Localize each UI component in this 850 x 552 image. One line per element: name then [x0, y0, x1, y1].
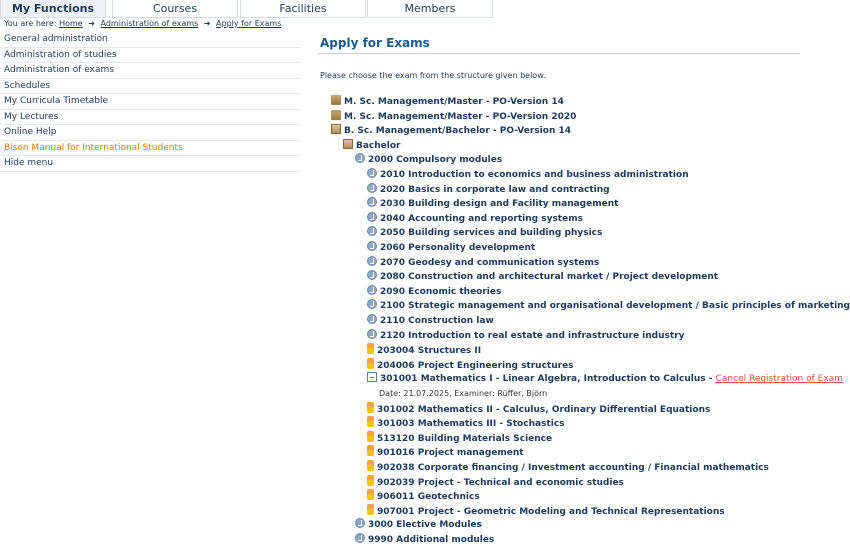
- menu-item-general-administration[interactable]: General administration: [0, 32, 300, 48]
- module-icon: [367, 256, 377, 266]
- tree-node-label: 907001 Project - Geometric Modeling and Technical Representations: [377, 506, 725, 517]
- tree-node-label: 2030 Building design and Facility management: [380, 199, 619, 210]
- tree-node-label: B. Sc. Management/Bachelor - PO-Version 14: [344, 126, 572, 137]
- arrow-right-icon: ➜: [203, 19, 211, 28]
- exam-medal-icon: [367, 504, 374, 515]
- module-icon: [367, 299, 377, 309]
- breadcrumb: [4, 19, 281, 29]
- folder-icon: [331, 110, 341, 120]
- module-icon: [367, 197, 377, 207]
- tree-node[interactable]: [367, 270, 718, 284]
- tab-members[interactable]: Members: [367, 0, 493, 18]
- tree-node[interactable]: [367, 183, 610, 197]
- tree-node-label: 902039 Project - Technical and economic studies: [377, 477, 624, 488]
- exam-medal-icon: [367, 402, 374, 413]
- folder-icon: [331, 95, 341, 105]
- exam-medal-icon: [367, 489, 374, 500]
- menu-item-curricula-timetable[interactable]: My Curricula Timetable: [0, 94, 300, 110]
- tree-node-label: 2010 Introduction to economics and business administration: [380, 170, 689, 180]
- tree-node[interactable]: [355, 153, 502, 167]
- tree-node[interactable]: [367, 343, 481, 357]
- tree-node[interactable]: [331, 110, 576, 124]
- breadcrumb-apply-link[interactable]: Apply for Exams: [216, 19, 282, 28]
- menu-item-bison-manual[interactable]: Bison Manual for International Students: [0, 141, 300, 157]
- menu-item-my-lectures[interactable]: My Lectures: [0, 110, 300, 126]
- module-icon: [367, 314, 377, 324]
- tree-node[interactable]: [367, 329, 685, 343]
- tree-node[interactable]: [331, 95, 564, 109]
- tree-node-label: 2000 Compulsory modules: [368, 155, 503, 166]
- breadcrumb-prefix: You are here:: [4, 19, 57, 28]
- tree-node[interactable]: [367, 285, 501, 299]
- arrow-right-icon: ➜: [88, 19, 95, 28]
- exam-medal-icon: [367, 460, 374, 471]
- cancel-registration-link[interactable]: Cancel Registration of Exam: [715, 374, 843, 385]
- module-icon: [367, 226, 377, 236]
- tree-node-label: 2050 Building services and building physics: [380, 228, 603, 239]
- tree-node[interactable]: [367, 168, 689, 182]
- tree-node-label: 301001 Mathematics I - Linear Algebra, Introduction to Calculus -: [380, 374, 713, 385]
- tree-node[interactable]: [367, 416, 564, 430]
- tree-node[interactable]: [331, 124, 571, 138]
- tree-node-label: 513120 Building Materials Science: [377, 433, 553, 444]
- tree-node-label: 2100 Strategic management and organisational development / Basic principles of marketing: [380, 301, 850, 312]
- tree-node-label: 2120 Introduction to real estate and infrastructure industry: [380, 330, 685, 341]
- exam-medal-icon: [367, 431, 374, 442]
- tree-node[interactable]: [355, 533, 494, 547]
- module-icon: [367, 241, 377, 251]
- tab-my-functions[interactable]: My Functions: [0, 0, 106, 18]
- tree-node[interactable]: [367, 504, 725, 518]
- tree-node-label: 2090 Economic theories: [380, 286, 502, 297]
- tree-node-label: Date: 21.07.2025, Examiner: Rüffer, Björn: [379, 389, 548, 398]
- tree-node[interactable]: [367, 197, 618, 211]
- module-icon: [355, 533, 365, 543]
- tree-node[interactable]: [367, 489, 480, 503]
- tree-node-label: Bachelor: [356, 140, 401, 151]
- exam-medal-icon: [367, 416, 374, 427]
- title-divider: [318, 53, 800, 54]
- module-icon: [367, 329, 377, 339]
- exam-medal-icon: [367, 445, 374, 456]
- tab-courses[interactable]: Courses: [112, 0, 238, 18]
- exam-medal-icon: [367, 475, 374, 486]
- menu-item-hide-menu[interactable]: Hide menu: [0, 156, 300, 172]
- tree-node-label: 2080 Construction and architectural market / Project development: [380, 272, 719, 283]
- tree-node[interactable]: [367, 241, 535, 255]
- tree-node[interactable]: [367, 445, 524, 459]
- tree-node[interactable]: [367, 226, 602, 240]
- page-title: Apply for Exams: [320, 36, 430, 50]
- tree-node-label: M. Sc. Management/Master - PO-Version 2020: [344, 111, 577, 122]
- tree-node-label: 906011 Geotechnics: [377, 492, 480, 503]
- tab-facilities[interactable]: Facilities: [240, 0, 366, 18]
- module-icon: [355, 518, 365, 528]
- tree-node-label: 3000 Elective Modules: [368, 520, 482, 531]
- intro-text: Please choose the exam from the structure given below.: [320, 71, 546, 80]
- tree-node[interactable]: [355, 518, 482, 532]
- tree-node-label: 301003 Mathematics III - Stochastics: [377, 419, 565, 430]
- tree-node[interactable]: [367, 460, 769, 474]
- tree-node[interactable]: [343, 139, 401, 153]
- tree-node[interactable]: [367, 372, 843, 386]
- tree-node-label: 901016 Project management: [377, 448, 524, 459]
- menu-item-schedules[interactable]: Schedules: [0, 79, 300, 95]
- tree-node[interactable]: [367, 475, 624, 489]
- module-icon: [355, 153, 365, 163]
- menu-item-online-help[interactable]: Online Help: [0, 125, 300, 141]
- tree-node-label: 902038 Corporate financing / Investment accounting / Financial mathematics: [377, 463, 769, 473]
- tree-node[interactable]: [367, 358, 574, 372]
- folder-open-icon: [331, 124, 341, 134]
- tree-node-label: 9990 Additional modules: [368, 535, 495, 545]
- tree-node[interactable]: [367, 299, 850, 313]
- tree-node-label: 2070 Geodesy and communication systems: [380, 257, 600, 268]
- tree-node-label: 2020 Basics in corporate law and contracting: [380, 184, 610, 195]
- tree-node[interactable]: [367, 402, 710, 416]
- tree-node-label: 301002 Mathematics II - Calculus, Ordinary Differential Equations: [377, 404, 711, 415]
- breadcrumb-home-link[interactable]: Home: [59, 19, 83, 28]
- menu-item-administration-of-studies[interactable]: Administration of studies: [0, 48, 300, 64]
- tree-node[interactable]: [367, 314, 494, 328]
- registered-exam-icon: [367, 372, 377, 382]
- module-icon: [367, 285, 377, 295]
- menu-item-administration-of-exams[interactable]: Administration of exams: [0, 63, 300, 79]
- tree-node-label: 204006 Project Engineering structures: [377, 360, 574, 371]
- tree-node-label: M. Sc. Management/Master - PO-Version 14: [344, 97, 564, 107]
- exam-medal-icon: [367, 358, 374, 369]
- module-icon: [367, 168, 377, 178]
- module-icon: [367, 270, 377, 280]
- sidebar-menu: [0, 32, 300, 172]
- tree-node[interactable]: [367, 256, 599, 270]
- module-icon: [367, 183, 377, 193]
- tree-node-label: 2110 Construction law: [380, 316, 494, 326]
- tree-node-label: 2060 Personality development: [380, 243, 536, 253]
- top-tab-bar: [0, 0, 800, 18]
- tree-node: [379, 387, 547, 401]
- tree-node-label: 2040 Accounting and reporting systems: [380, 213, 583, 224]
- exam-medal-icon: [367, 343, 374, 354]
- tree-node-label: 203004 Structures II: [377, 346, 482, 357]
- breadcrumb-exams-admin-link[interactable]: Administration of exams: [100, 19, 199, 28]
- tree-node[interactable]: [367, 431, 552, 445]
- folder-open-icon: [343, 139, 353, 149]
- module-icon: [367, 212, 377, 222]
- tree-node[interactable]: [367, 212, 583, 226]
